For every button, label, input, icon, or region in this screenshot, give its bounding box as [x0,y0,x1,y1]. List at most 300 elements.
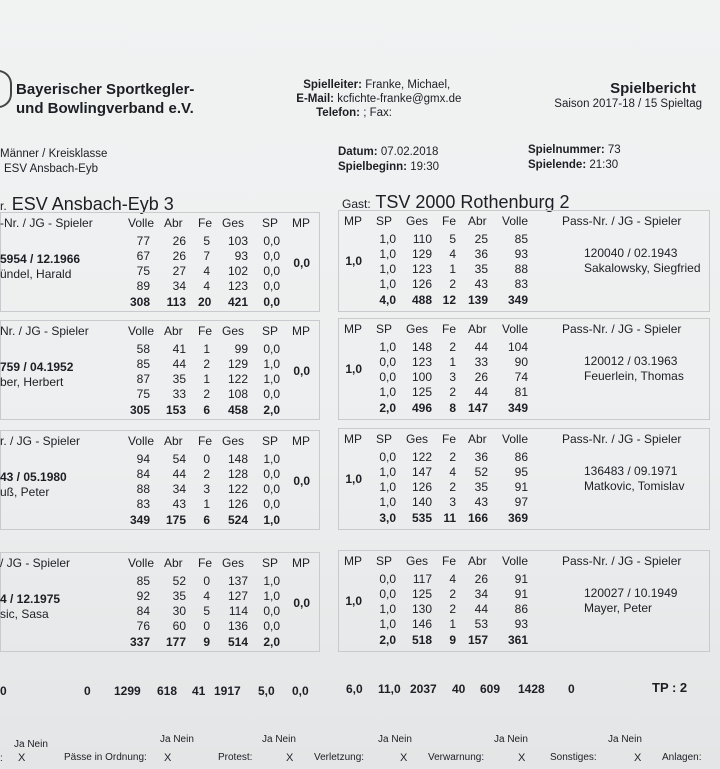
guest-cell: 122 [411,450,432,464]
home-total-cell: 2,0 [263,403,280,417]
home-total-cell: 175 [165,513,186,527]
home-header-mp: MP [292,434,310,448]
end-label: Spielende: [528,159,587,171]
home-cell: 76 [136,619,150,633]
home-cell: 89 [136,279,150,293]
guest-cell: 91 [514,480,528,494]
home-cell: 34 [172,279,186,293]
total-guest-ges: 2037 [410,682,437,696]
home-cell: 93 [234,249,248,263]
guest-cell: 95 [514,465,528,479]
guest-cell: 53 [474,617,488,631]
home-cell: 0,0 [263,482,280,496]
guest-header-mp: MP [344,432,362,446]
guest-team-name: TSV 2000 Rothenburg 2 [375,192,570,212]
guest-cell: 26 [474,572,488,586]
guest-cell: 44 [474,602,488,616]
home-cell: 92 [136,589,150,603]
guest-cell: 1,0 [379,340,396,354]
home-player-name: uß, Peter [0,485,50,499]
home-player-name: sic, Sasa [0,607,49,621]
guest-total-cell: 518 [411,633,432,647]
home-cell: 0,0 [263,467,280,481]
guest-cell: 2 [449,450,456,464]
total-home-first: 0 [0,684,7,698]
guest-total-cell: 12 [442,293,456,307]
footer-item-label: Anlagen: [662,752,702,763]
guest-cell: 126 [411,277,432,291]
footer-item-mark: X [634,752,642,764]
guest-cell: 146 [411,617,432,631]
home-header-ges: Ges [222,434,245,448]
home-total-cell: 6 [203,513,210,527]
guest-total-cell: 9 [449,633,456,647]
federation-name [16,80,194,118]
contact-block [290,78,461,120]
home-cell: 0 [203,619,210,633]
home-cell: 67 [136,249,150,263]
home-header-abr: Abr [164,556,183,570]
guest-cell: 1,0 [379,232,396,246]
federation-name-line1: Bayerischer Sportkegler- [16,81,195,98]
home-cell: 44 [172,357,186,371]
guest-cell: 129 [411,247,432,261]
total-home-volle: 1299 [114,684,141,698]
home-header-fe: Fe [198,556,213,570]
guest-mp-value: 1,0 [345,362,362,376]
guest-total-cell: 2,0 [379,633,396,647]
guest-cell: 35 [474,262,488,276]
home-cell: 41 [172,342,186,356]
guest-cell: 117 [412,572,432,586]
home-cell: 26 [172,234,186,248]
guest-cell: 125 [411,587,432,601]
home-cell: 0 [203,574,210,588]
guest-player-pass: 120027 / 10.1949 [584,586,678,600]
guest-cell: 0,0 [379,587,396,601]
guest-header-ges: Ges [406,214,429,228]
guest-cell: 90 [514,355,528,369]
home-cell: 0,0 [263,264,280,278]
home-mp-value: 0,0 [293,474,310,488]
guest-header-ges: Ges [406,554,429,568]
home-cell: 5 [203,604,210,618]
home-cell: 30 [172,604,186,618]
home-total-cell: 337 [130,635,151,649]
guest-player-name: Matkovic, Tomislav [584,479,685,493]
guest-total-cell: 147 [467,401,488,415]
home-cell: 1,0 [263,574,280,588]
home-cell: 1,0 [263,372,280,386]
guest-header-abr: Abr [468,432,487,446]
email-label: E-Mail: [296,93,334,105]
guest-cell: 25 [474,232,488,246]
guest-cell: 1,0 [379,495,396,509]
home-mp-value: 0,0 [293,256,310,270]
home-cell: 123 [227,279,248,293]
guest-cell: 5 [449,232,456,246]
guest-header-sp: SP [376,322,393,336]
home-cell: 58 [136,342,150,356]
guest-cell: 110 [412,232,432,246]
guest-cell: 1,0 [379,617,396,631]
home-header-ges: Ges [222,556,245,570]
guest-team-prefix: Gast: [342,197,371,211]
home-team-name: ESV Ansbach-Eyb 3 [11,194,174,214]
home-cell: 0,0 [263,249,280,263]
home-cell: 122 [227,482,248,496]
guest-cell: 85 [514,232,528,246]
game-number-value: 73 [607,144,621,156]
footer-item-mark: X [400,752,408,764]
guest-cell: 0,0 [379,450,396,464]
home-cell: 85 [136,357,150,371]
ja-nein-label: Ja Nein [14,739,48,750]
guest-total-cell: 369 [507,511,528,525]
guest-cell: 1,0 [379,480,396,494]
guest-cell: 2 [449,602,456,616]
home-cell: 44 [172,467,186,481]
guest-cell: 123 [411,262,432,276]
home-mp-value: 0,0 [293,596,310,610]
home-total-cell: 0,0 [263,295,280,309]
start-value: 19:30 [410,161,439,173]
home-header-sp: SP [262,434,279,448]
home-cell: 108 [227,387,248,401]
home-player-name: ber, Herbert [0,375,64,389]
guest-cell: 0,0 [379,355,396,369]
home-cell: 99 [234,342,248,356]
home-cell: 0,0 [263,387,280,401]
guest-player-pass: 120040 / 02.1943 [584,246,678,260]
total-home-mp: 0,0 [292,684,309,698]
ja-nein-label: Ja Nein [494,734,528,745]
home-cell: 75 [136,264,150,278]
home-cell: 77 [136,234,150,248]
start-label: Spielbeginn: [338,161,407,173]
home-cell: 75 [136,387,150,401]
home-player-pass: 5954 / 12.1966 [0,252,81,266]
home-cell: 4 [203,589,210,603]
home-total-cell: 524 [227,513,248,527]
home-cell: 0,0 [263,342,280,356]
home-cell: 1 [203,342,210,356]
guest-header-mp: MP [344,214,362,228]
home-player-pass: 4 / 12.1975 [0,592,61,606]
guest-cell: 125 [411,385,432,399]
guest-cell: 0,0 [379,572,396,586]
guest-cell: 34 [474,587,488,601]
guest-header-fe: Fe [442,322,457,336]
home-cell: 84 [136,467,150,481]
home-mp-value: 0,0 [293,364,310,378]
home-total-cell: 308 [130,295,151,309]
home-header-abr: Abr [164,434,183,448]
home-cell: 148 [227,452,248,466]
guest-header-abr: Abr [468,322,487,336]
footer-item-label: Verletzung: [314,752,365,763]
total-home-fe: 41 [192,684,206,698]
guest-player-pass: 120012 / 03.1963 [584,354,678,368]
guest-cell: 104 [507,340,528,354]
home-cell: 0 [203,452,210,466]
guest-cell: 100 [411,370,432,384]
home-total-cell: 113 [166,295,186,309]
total-guest-mp: 6,0 [346,682,363,696]
home-header-fe: Fe [198,216,213,230]
home-cell: 0,0 [263,279,280,293]
home-header-ges: Ges [222,324,245,338]
guest-cell: 36 [474,247,488,261]
home-header-fe: Fe [198,434,213,448]
footer-item-mark: X [286,752,294,764]
guest-cell: 43 [474,277,488,291]
guest-player-name: Mayer, Peter [584,601,653,615]
guest-header-mp: MP [344,322,362,336]
home-cell: 94 [136,452,150,466]
home-cell: 1 [203,372,210,386]
guest-header-sp: SP [376,432,393,446]
ja-nein-label: Ja Nein [160,734,194,745]
home-cell: 87 [136,372,150,386]
home-total-cell: 1,0 [263,513,280,527]
guest-cell: 88 [514,262,528,276]
home-cell: 84 [136,604,150,618]
guest-cell: 2 [449,587,456,601]
guest-cell: 74 [514,370,528,384]
home-header-volle: Volle [128,324,155,338]
guest-cell: 130 [411,602,432,616]
guest-mp-value: 1,0 [345,254,362,268]
home-cell: 4 [203,279,210,293]
guest-total-cell: 349 [507,401,528,415]
home-cell: 26 [172,249,186,263]
guest-header-volle: Volle [502,554,529,568]
guest-header-sp: SP [376,214,393,228]
home-header-sp: SP [262,324,279,338]
ja-nein-label: Ja Nein [262,734,296,745]
guest-player-pass: 136483 / 09.1971 [584,464,678,478]
home-total-cell: 421 [227,295,248,309]
footer-item-mark: X [18,752,26,764]
home-header-volle: Volle [128,434,155,448]
leader-value: Franke, Michael, [365,79,451,91]
guest-header-sp: SP [376,554,393,568]
total-guest-abr: 609 [480,682,501,696]
home-header-sp: SP [262,556,279,570]
guest-total-cell: 4,0 [379,293,396,307]
home-header-volle: Volle [128,556,155,570]
guest-player-header: Pass-Nr. / JG - Spieler [562,214,682,228]
guest-player-name: Sakalowsky, Siegfried [584,261,701,275]
footer-item-label: Pässe in Ordnung: [64,752,147,763]
guest-total-cell: 361 [507,633,528,647]
home-cell: 33 [172,387,186,401]
guest-cell: 43 [474,495,488,509]
total-home-sp: 5,0 [258,684,275,698]
guest-cell: 83 [514,277,528,291]
home-cell: 35 [172,372,186,386]
guest-cell: 4 [449,572,456,586]
total-guest-zero: 0 [568,682,575,696]
home-player-header: -Nr. / JG - Spieler [0,216,93,230]
federation-logo-icon [0,70,12,108]
guest-cell: 1 [449,262,456,276]
home-team-prefix: r. [0,199,7,213]
guest-cell: 2 [449,385,456,399]
guest-cell: 4 [449,247,456,261]
home-cell: 102 [227,264,248,278]
guest-header-ges: Ges [406,322,429,336]
guest-total-cell: 349 [507,293,528,307]
home-cell: 83 [136,497,150,511]
guest-cell: 0,0 [379,370,396,384]
guest-cell: 44 [474,385,488,399]
home-cell: 0,0 [263,604,280,618]
home-cell: 129 [227,357,248,371]
home-cell: 2 [203,357,210,371]
guest-player-header: Pass-Nr. / JG - Spieler [562,432,682,446]
guest-cell: 52 [474,465,488,479]
home-cell: 3 [203,482,210,496]
home-cell: 103 [227,234,248,248]
home-header-ges: Ges [222,216,245,230]
home-header-volle: Volle [128,216,155,230]
guest-header-volle: Volle [502,322,529,336]
guest-cell: 1,0 [379,465,396,479]
guest-cell: 126 [411,480,432,494]
home-cell: 2 [203,387,210,401]
guest-cell: 36 [474,450,488,464]
home-cell: 114 [228,604,248,618]
home-cell: 126 [227,497,248,511]
home-cell: 127 [227,589,248,603]
home-header-abr: Abr [164,324,183,338]
home-header-fe: Fe [198,324,213,338]
footer-item-mark: X [518,752,526,764]
guest-mp-value: 1,0 [345,594,362,608]
guest-cell: 91 [514,587,528,601]
report-title: Spielbericht [610,80,696,97]
home-cell: 1,0 [263,357,280,371]
game-number-label: Spielnummer: [528,144,605,156]
guest-cell: 26 [474,370,488,384]
guest-total-cell: 157 [467,633,488,647]
guest-cell: 2 [449,277,456,291]
season-label: Saison 2017-18 / 15 Spieltag [554,98,702,110]
home-cell: 136 [227,619,248,633]
guest-cell: 86 [514,602,528,616]
guest-cell: 3 [449,370,456,384]
guest-cell: 35 [474,480,488,494]
footer-item-label: Protest: [218,752,253,763]
guest-cell: 3 [449,495,456,509]
phone-value: ; Fax: [363,107,392,119]
guest-mp-value: 1,0 [345,472,362,486]
leader-label: Spielleiter: [303,79,362,91]
home-player-header: / JG - Spieler [0,556,71,570]
guest-header-ges: Ges [406,432,429,446]
home-cell: 7 [203,249,210,263]
guest-cell: 93 [514,247,528,261]
guest-cell: 1,0 [379,602,396,616]
home-cell: 1,0 [263,589,280,603]
guest-header-volle: Volle [502,214,529,228]
home-cell: 128 [227,467,248,481]
home-header-mp: MP [292,556,310,570]
guest-cell: 1,0 [379,262,396,276]
guest-header-abr: Abr [468,554,487,568]
home-cell: 52 [172,574,186,588]
guest-total-cell: 166 [467,511,488,525]
guest-cell: 4 [449,465,456,479]
guest-cell: 81 [514,385,528,399]
home-player-name: ündel, Harald [0,267,72,281]
home-cell: 4 [203,264,210,278]
home-total-cell: 9 [203,635,210,649]
total-guest-fe: 40 [452,682,466,696]
guest-player-header: Pass-Nr. / JG - Spieler [562,554,682,568]
guest-total-cell: 496 [411,401,432,415]
guest-cell: 147 [411,465,432,479]
phone-label: Telefon: [316,107,360,119]
footer-item-mark: X [164,752,172,764]
home-cell: 43 [172,497,186,511]
ja-nein-label: Ja Nein [378,734,412,745]
home-cell: 2 [203,467,210,481]
guest-player-header: Pass-Nr. / JG - Spieler [562,322,682,336]
home-total-cell: 305 [130,403,151,417]
guest-cell: 86 [514,450,528,464]
guest-cell: 1 [449,355,456,369]
home-cell: 5 [203,234,210,248]
home-player-pass: 43 / 05.1980 [0,470,67,484]
guest-player-name: Feuerlein, Thomas [584,369,684,383]
total-home-abr: 618 [157,684,178,698]
ja-nein-label: Ja Nein [608,734,642,745]
guest-header-fe: Fe [442,214,457,228]
home-cell: 122 [227,372,248,386]
home-total-cell: 177 [165,635,186,649]
guest-header-fe: Fe [442,432,457,446]
home-player-header: r. / JG - Spieler [0,434,81,448]
guest-cell: 1,0 [379,277,396,291]
guest-cell: 33 [474,355,488,369]
guest-total-cell: 488 [411,293,432,307]
guest-cell: 1 [449,617,456,631]
guest-header-fe: Fe [442,554,457,568]
venue-label: ESV Ansbach-Eyb [4,163,98,175]
footer-item-label: Verwarnung: [428,752,485,763]
home-cell: 35 [172,589,186,603]
home-header-sp: SP [262,216,279,230]
home-cell: 0,0 [263,497,280,511]
home-cell: 60 [172,619,186,633]
home-player-header: Nr. / JG - Spieler [0,324,89,338]
home-cell: 1 [203,497,210,511]
total-home-ges: 1917 [214,684,241,698]
total-home-second: 0 [84,684,91,698]
home-cell: 88 [136,482,150,496]
home-header-mp: MP [292,324,310,338]
guest-cell: 97 [514,495,528,509]
home-cell: 85 [136,574,150,588]
email-value: kcfichte-franke@gmx.de [337,93,462,105]
guest-cell: 140 [411,495,432,509]
home-total-cell: 6 [203,403,210,417]
guest-cell: 93 [514,617,528,631]
home-total-cell: 153 [165,403,186,417]
